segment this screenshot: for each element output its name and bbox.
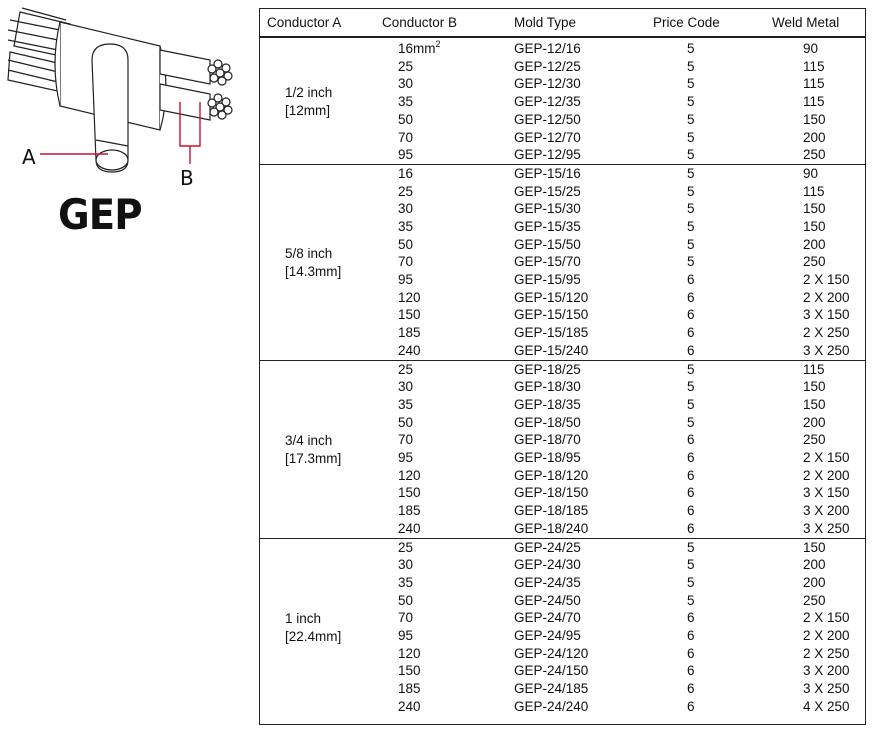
conductor-b-value: 50 (398, 111, 414, 127)
conductor-b-value: 16mm (398, 41, 436, 56)
conductor-b-value: 95 (398, 272, 414, 288)
table-row (260, 698, 865, 716)
weld-metal-cell: 115 (803, 76, 825, 92)
mold-type-cell: GEP-12/95 (514, 147, 581, 163)
conductor-b-cell (398, 484, 421, 502)
conductor-b-cell (398, 396, 413, 414)
weld-metal-cell: 4 X 250 (803, 698, 850, 714)
conductor-b-value: 95 (398, 147, 414, 163)
price-code-cell: 5 (687, 183, 695, 199)
conductor-b-cell (398, 218, 413, 236)
price-code-cell: 5 (687, 41, 695, 56)
table-row (260, 58, 865, 76)
conductor-b-cell (398, 645, 421, 663)
weld-metal-cell: 200 (803, 129, 826, 145)
price-code-cell: 6 (687, 503, 695, 519)
price-code-cell: 5 (687, 254, 695, 270)
weld-metal-cell: 200 (803, 414, 826, 430)
mold-type-cell: GEP-18/120 (514, 467, 589, 483)
header-weld-metal: Weld Metal (772, 15, 840, 30)
conductor-b-cell (398, 574, 413, 592)
conductor-b-cell (398, 324, 421, 342)
product-title: GEP (58, 190, 142, 239)
conductor-b-cell (398, 592, 413, 610)
conductor-b-value: 240 (398, 520, 421, 536)
conductor-b-value: 95 (398, 628, 414, 644)
mold-type-cell: GEP-15/120 (514, 289, 589, 305)
conductor-b-value: 25 (398, 361, 414, 377)
price-code-cell: 5 (687, 129, 695, 145)
mold-type-cell: GEP-12/70 (514, 129, 581, 145)
conductor-b-cell (398, 609, 413, 627)
conductor-b-cell (398, 449, 413, 467)
conductor-b-value: 25 (398, 58, 414, 74)
price-code-cell: 6 (687, 610, 695, 626)
price-code-cell: 5 (687, 574, 695, 590)
conductor-b-value: 70 (398, 610, 414, 626)
mold-type-cell: GEP-24/25 (514, 539, 581, 555)
price-code-cell: 5 (687, 379, 695, 395)
conductor-b-value: 50 (398, 236, 414, 252)
conductor-b-cell (398, 146, 413, 164)
weld-metal-cell: 115 (803, 183, 825, 199)
conductor-b-cell (398, 502, 421, 520)
conductor-b-value: 240 (398, 342, 421, 358)
conductor-a-size: 5/8 inch (285, 245, 333, 261)
conductor-a-size: 3/4 inch (285, 432, 333, 448)
weld-metal-cell: 2 X 250 (803, 645, 850, 661)
conductor-b-value: 185 (398, 503, 421, 519)
row-group (260, 539, 865, 717)
price-code-cell: 5 (687, 94, 695, 110)
mold-type-cell: GEP-24/240 (514, 698, 589, 714)
price-code-cell: 5 (687, 539, 695, 555)
price-code-cell: 5 (687, 414, 695, 430)
table-row (260, 627, 865, 645)
table-row (260, 236, 865, 254)
mold-type-cell: GEP-15/16 (514, 165, 581, 181)
mold-type-cell: GEP-12/16 (514, 41, 581, 56)
table-row (260, 645, 865, 663)
mold-type-cell: GEP-24/70 (514, 610, 581, 626)
conductor-b-cell (398, 431, 413, 449)
conductor-b-value: 30 (398, 379, 414, 395)
table-row (260, 574, 865, 592)
weld-metal-cell: 3 X 250 (803, 342, 850, 358)
mold-type-cell: GEP-24/50 (514, 592, 581, 608)
conductor-b-value: 35 (398, 94, 414, 110)
mold-type-cell: GEP-24/185 (514, 681, 589, 697)
row-group (260, 361, 865, 539)
weld-metal-cell: 200 (803, 557, 826, 573)
conductor-b-value: 50 (398, 414, 414, 430)
price-code-cell: 5 (687, 147, 695, 163)
conductor-a-metric: [22.4mm] (285, 628, 342, 644)
table-row (260, 414, 865, 432)
mold-type-cell: GEP-15/150 (514, 307, 589, 323)
weld-metal-cell: 115 (803, 58, 825, 74)
conductor-b-cell (398, 342, 421, 360)
conductor-b-cell (398, 183, 413, 201)
table-row (260, 289, 865, 307)
mold-type-cell: GEP-18/35 (514, 396, 581, 412)
spec-table (259, 8, 866, 725)
conductor-a-size: 1 inch (285, 610, 322, 626)
table-row (260, 200, 865, 218)
mold-type-cell: GEP-15/30 (514, 201, 581, 217)
table-row (260, 449, 865, 467)
weld-metal-cell: 150 (803, 111, 826, 127)
price-code-cell: 5 (687, 165, 695, 181)
mold-type-cell: GEP-18/70 (514, 432, 581, 448)
mold-type-cell: GEP-15/240 (514, 342, 589, 358)
conductor-b-value: 185 (398, 325, 421, 341)
weld-metal-cell: 90 (803, 41, 819, 56)
price-code-cell: 5 (687, 557, 695, 573)
weld-metal-cell: 115 (803, 94, 825, 110)
weld-metal-cell: 250 (803, 592, 826, 608)
table-row (260, 253, 865, 271)
price-code-cell: 6 (687, 342, 695, 358)
table-row (260, 361, 865, 379)
mold-type-cell: GEP-15/35 (514, 218, 581, 234)
conductor-b-value: 120 (398, 645, 421, 661)
price-code-cell: 6 (687, 520, 695, 536)
conductor-b-cell (398, 556, 413, 574)
weld-metal-cell: 2 X 150 (803, 610, 850, 626)
conductor-b-cell (398, 467, 421, 485)
conductor-b-value: 25 (398, 183, 414, 199)
table-row (260, 609, 865, 627)
conductor-b-cell (398, 58, 413, 76)
weld-metal-cell: 200 (803, 574, 826, 590)
conductor-b-value: 30 (398, 76, 414, 92)
mold-type-cell: GEP-15/70 (514, 254, 581, 270)
table-row (260, 431, 865, 449)
table-row (260, 378, 865, 396)
header-mold-type: Mold Type (514, 15, 577, 30)
table-row (260, 218, 865, 236)
price-code-cell: 5 (687, 58, 695, 74)
conductor-b-cell (398, 520, 421, 538)
mold-type-cell: GEP-18/50 (514, 414, 581, 430)
conductor-a-metric: [14.3mm] (285, 263, 342, 279)
table-row (260, 520, 865, 538)
conductor-b-cell (398, 414, 413, 432)
weld-metal-cell: 2 X 200 (803, 628, 850, 644)
conductor-b-value: 120 (398, 289, 421, 305)
weld-metal-cell: 3 X 150 (803, 485, 850, 501)
table-row (260, 324, 865, 342)
header-conductor-b: Conductor B (382, 15, 458, 30)
unit-superscript: 2 (435, 38, 441, 49)
conductor-b-value: 25 (398, 539, 414, 555)
price-code-cell: 5 (687, 76, 695, 92)
mold-type-cell: GEP-18/150 (514, 485, 589, 501)
conductor-b-cell (398, 93, 413, 111)
conductor-b-value: 16 (398, 165, 414, 181)
price-code-cell: 5 (687, 236, 695, 252)
price-code-cell: 5 (687, 592, 695, 608)
conductor-b-value: 70 (398, 129, 414, 145)
conductor-b-cell (398, 627, 413, 645)
conductor-b-value: 120 (398, 467, 421, 483)
weld-metal-cell: 250 (803, 254, 826, 270)
conductor-b-cell (398, 378, 413, 396)
callout-label-b: B (180, 166, 194, 190)
price-code-cell: 5 (687, 361, 695, 377)
table-row (260, 75, 865, 93)
conductor-b-value: 95 (398, 450, 414, 466)
price-code-cell: 5 (687, 218, 695, 234)
weld-metal-cell: 150 (803, 218, 826, 234)
conductor-b-value: 35 (398, 218, 414, 234)
conductor-a-size: 1/2 inch (285, 85, 333, 101)
conductor-b-cell (398, 75, 413, 93)
table-row (260, 111, 865, 129)
table-row (260, 129, 865, 147)
header-conductor-a: Conductor A (267, 15, 342, 30)
price-code-cell: 5 (687, 201, 695, 217)
table-row (260, 662, 865, 680)
price-code-cell: 6 (687, 681, 695, 697)
price-code-cell: 6 (687, 628, 695, 644)
weld-metal-cell: 150 (803, 396, 826, 412)
mold-type-cell: GEP-18/25 (514, 361, 581, 377)
table-row (260, 539, 865, 557)
weld-metal-cell: 90 (803, 165, 819, 181)
row-group (260, 40, 865, 165)
table-header (260, 9, 865, 38)
table-row (260, 146, 865, 164)
conductor-b-cell (398, 361, 413, 379)
weld-metal-cell: 2 X 150 (803, 272, 850, 288)
mold-type-cell: GEP-24/120 (514, 645, 589, 661)
conductor-b-value: 150 (398, 485, 421, 501)
price-code-cell: 6 (687, 663, 695, 679)
conductor-b-value: 30 (398, 201, 414, 217)
weld-metal-cell: 3 X 200 (803, 663, 850, 679)
conductor-b-cell (398, 200, 413, 218)
table-row (260, 680, 865, 698)
conductor-b-cell (398, 129, 413, 147)
conductor-b-cell (398, 40, 441, 58)
weld-metal-cell: 3 X 200 (803, 503, 850, 519)
price-code-cell: 5 (687, 396, 695, 412)
mold-type-cell: GEP-24/30 (514, 557, 581, 573)
weld-metal-cell: 150 (803, 201, 826, 217)
weld-metal-cell: 200 (803, 236, 826, 252)
conductor-b-value: 70 (398, 254, 414, 270)
header-price-code: Price Code (653, 15, 720, 30)
table-row (260, 183, 865, 201)
table-row (260, 271, 865, 289)
mold-type-cell: GEP-24/35 (514, 574, 581, 590)
price-code-cell: 6 (687, 467, 695, 483)
weld-metal-cell: 3 X 150 (803, 307, 850, 323)
weld-metal-cell: 115 (803, 361, 825, 377)
price-code-cell: 6 (687, 325, 695, 341)
mold-type-cell: GEP-15/50 (514, 236, 581, 252)
conductor-b-value: 150 (398, 663, 421, 679)
conductor-b-cell (398, 271, 413, 289)
price-code-cell: 5 (687, 111, 695, 127)
price-code-cell: 6 (687, 432, 695, 448)
conductor-b-cell (398, 680, 421, 698)
table-row (260, 467, 865, 485)
mold-type-cell: GEP-18/185 (514, 503, 589, 519)
mold-type-cell: GEP-12/30 (514, 76, 581, 92)
weld-metal-cell: 3 X 250 (803, 520, 850, 536)
table-row (260, 306, 865, 324)
conductor-b-cell (398, 165, 413, 183)
conductor-b-cell (398, 289, 421, 307)
gep-connector-illustration (0, 0, 250, 250)
table-row (260, 592, 865, 610)
conductor-b-cell (398, 111, 413, 129)
price-code-cell: 6 (687, 272, 695, 288)
conductor-b-value: 35 (398, 396, 414, 412)
weld-metal-cell: 2 X 200 (803, 289, 850, 305)
callout-label-a: A (22, 145, 36, 169)
table-row (260, 502, 865, 520)
weld-metal-cell: 150 (803, 539, 826, 555)
conductor-a-metric: [12mm] (285, 103, 331, 119)
mold-type-cell: GEP-18/95 (514, 450, 581, 466)
price-code-cell: 6 (687, 450, 695, 466)
conductor-b-value: 185 (398, 681, 421, 697)
conductor-b-value: 35 (398, 574, 414, 590)
price-code-cell: 6 (687, 645, 695, 661)
mold-type-cell: GEP-24/150 (514, 663, 589, 679)
mold-type-cell: GEP-12/35 (514, 94, 581, 110)
table-row (260, 165, 865, 183)
conductor-b-cell (398, 539, 413, 557)
mold-type-cell: GEP-18/30 (514, 379, 581, 395)
table-row (260, 93, 865, 111)
price-code-cell: 6 (687, 289, 695, 305)
conductor-b-cell (398, 698, 421, 716)
mold-type-cell: GEP-12/50 (514, 111, 581, 127)
weld-metal-cell: 2 X 150 (803, 450, 850, 466)
conductor-b-value: 70 (398, 432, 414, 448)
conductor-b-cell (398, 662, 421, 680)
mold-type-cell: GEP-18/240 (514, 520, 589, 536)
conductor-b-value: 50 (398, 592, 414, 608)
table-row (260, 556, 865, 574)
conductor-b-value: 30 (398, 557, 414, 573)
weld-metal-cell: 3 X 250 (803, 681, 850, 697)
mold-type-cell: GEP-15/25 (514, 183, 581, 199)
price-code-cell: 6 (687, 485, 695, 501)
conductor-b-value: 150 (398, 307, 421, 323)
mold-type-cell: GEP-24/95 (514, 628, 581, 644)
weld-metal-cell: 2 X 200 (803, 467, 850, 483)
table-row (260, 342, 865, 360)
weld-metal-cell: 250 (803, 147, 826, 163)
weld-metal-cell: 150 (803, 379, 826, 395)
conductor-b-cell (398, 236, 413, 254)
conductor-b-cell (398, 253, 413, 271)
table-row (260, 484, 865, 502)
mold-type-cell: GEP-15/95 (514, 272, 581, 288)
conductor-b-cell (398, 306, 421, 324)
table-row (260, 40, 865, 58)
price-code-cell: 6 (687, 698, 695, 714)
conductor-b-value: 240 (398, 698, 421, 714)
table-row (260, 396, 865, 414)
price-code-cell: 6 (687, 307, 695, 323)
weld-metal-cell: 2 X 250 (803, 325, 850, 341)
mold-type-cell: GEP-12/25 (514, 58, 581, 74)
row-group (260, 165, 865, 361)
conductor-a-metric: [17.3mm] (285, 450, 342, 466)
mold-type-cell: GEP-15/185 (514, 325, 589, 341)
weld-metal-cell: 250 (803, 432, 826, 448)
